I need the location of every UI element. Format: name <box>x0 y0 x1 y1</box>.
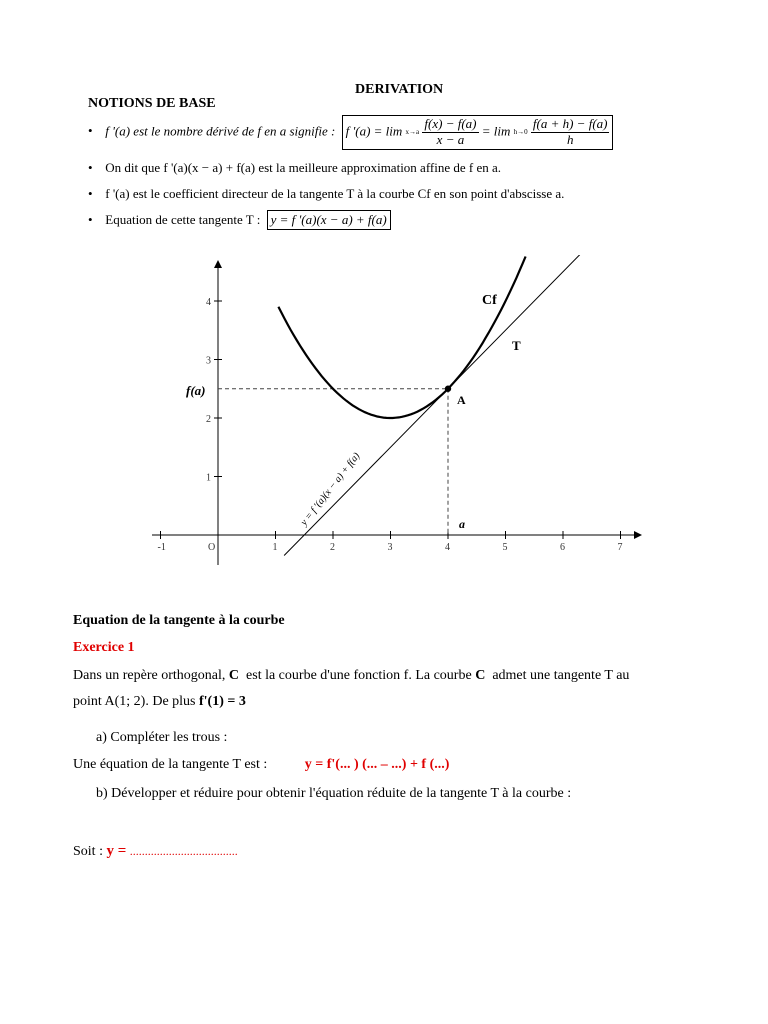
fraction-1-numerator: f(x) − f(a) <box>424 116 477 131</box>
formula-eq2: = lim <box>481 123 511 139</box>
curve-label: Cf <box>482 293 497 308</box>
bullet-icon: • <box>88 160 93 175</box>
bullet-1-text: f '(a) est le nombre dérivé de f en a signifie : <box>105 123 336 139</box>
curve-c-2: C <box>475 668 486 683</box>
bullet-slope <box>88 186 564 202</box>
fa-label: f(a) <box>186 383 206 398</box>
page-title: DERIVATION <box>355 82 444 97</box>
x-tick-label: 6 <box>560 542 565 553</box>
tangent-label: T <box>512 338 521 353</box>
bullet-2-text: On dit que f '(a)(x − a) + f(a) est la meilleure approximation affine de f en a. <box>105 160 502 175</box>
x-tick-label: -1 <box>157 542 166 553</box>
bullet-icon: • <box>88 212 93 227</box>
formula-lhs: f '(a) = lim <box>345 123 403 139</box>
lim-subscript-2: h→0 <box>513 127 528 136</box>
y-tick-label: 3 <box>206 355 211 367</box>
question-b: b) Développer et réduire pour obtenir l'équation réduite de la tangente T à la courbe : <box>96 786 572 801</box>
exercise-heading: Equation de la tangente à la courbe <box>73 613 285 628</box>
bullet-icon: • <box>88 186 93 201</box>
soit-label: Soit : <box>73 844 103 859</box>
derivative-value: f'(1) = 3 <box>199 694 246 709</box>
fraction-2-numerator: f(a + h) − f(a) <box>532 116 608 131</box>
equation-line <box>73 757 449 773</box>
x-tick-label: 2 <box>330 542 335 553</box>
curve-cf <box>278 257 525 419</box>
x-tick-label: 3 <box>387 542 393 553</box>
y-tick-label: 4 <box>206 297 211 308</box>
bullet-3-text: f '(a) est le coefficient directeur de la tangente T à la courbe Cf en son point d'abscisse a. <box>105 186 565 201</box>
a-label: a <box>459 517 465 531</box>
fraction-1 <box>422 117 478 148</box>
tangent-line <box>284 255 603 555</box>
x-tick-label: 5 <box>502 542 508 553</box>
answer-blank[interactable]: .................................... <box>129 844 238 858</box>
bullet-icon: • <box>88 123 93 139</box>
point-a-label: A <box>457 393 466 407</box>
x-tick-label: 7 <box>617 542 623 553</box>
x-tick-label: O <box>208 542 216 553</box>
point-a <box>445 386 451 392</box>
tangent-formula-box: y = f '(a)(x − a) + f(a) <box>267 210 391 230</box>
y-tick-label: 2 <box>206 414 211 425</box>
axis-ticks <box>158 297 623 553</box>
p1-a: Dans un repère orthogonal, <box>73 668 226 683</box>
y-equals: y = <box>106 843 127 859</box>
exercise-paragraph-line-1 <box>73 668 629 684</box>
bullet-4-text: Equation de cette tangente T : <box>105 212 261 227</box>
bullet-tangent-equation <box>88 210 391 230</box>
exercise-paragraph-line-2 <box>73 694 246 710</box>
fraction-2-denominator: h <box>566 131 574 147</box>
bullet-derivative-definition <box>88 115 613 150</box>
x-tick-label: 1 <box>272 542 278 553</box>
equation-text: Une équation de la tangente T est : <box>73 757 268 772</box>
y-tick-label: 1 <box>206 472 211 484</box>
p1-b: est la courbe d'une fonction f. La courbe <box>246 668 472 683</box>
question-a: a) Compléter les trous : <box>96 730 228 745</box>
equation-fill-blank[interactable]: y = f'(... ) (... – ...) + f (...) <box>304 757 450 772</box>
lim-subscript-1: x→a <box>405 127 420 136</box>
p1-c: admet une tangente T au <box>492 668 630 683</box>
x-tick-label: 4 <box>445 542 450 553</box>
tangent-equation-label: y = f '(a)(x − a) + f(a) <box>298 450 363 528</box>
fraction-2 <box>531 117 610 148</box>
tangent-graph <box>150 255 650 570</box>
section-title: NOTIONS DE BASE <box>88 96 216 111</box>
exercise-title: Exercice 1 <box>73 640 135 655</box>
limit-formula-box <box>342 115 614 150</box>
answer-line <box>73 843 238 860</box>
curve-c-1: C <box>228 668 240 683</box>
fraction-1-denominator: x − a <box>436 131 465 147</box>
bullet-affine-approximation <box>88 160 501 176</box>
p2-a: point A(1; 2). De plus <box>73 694 196 709</box>
